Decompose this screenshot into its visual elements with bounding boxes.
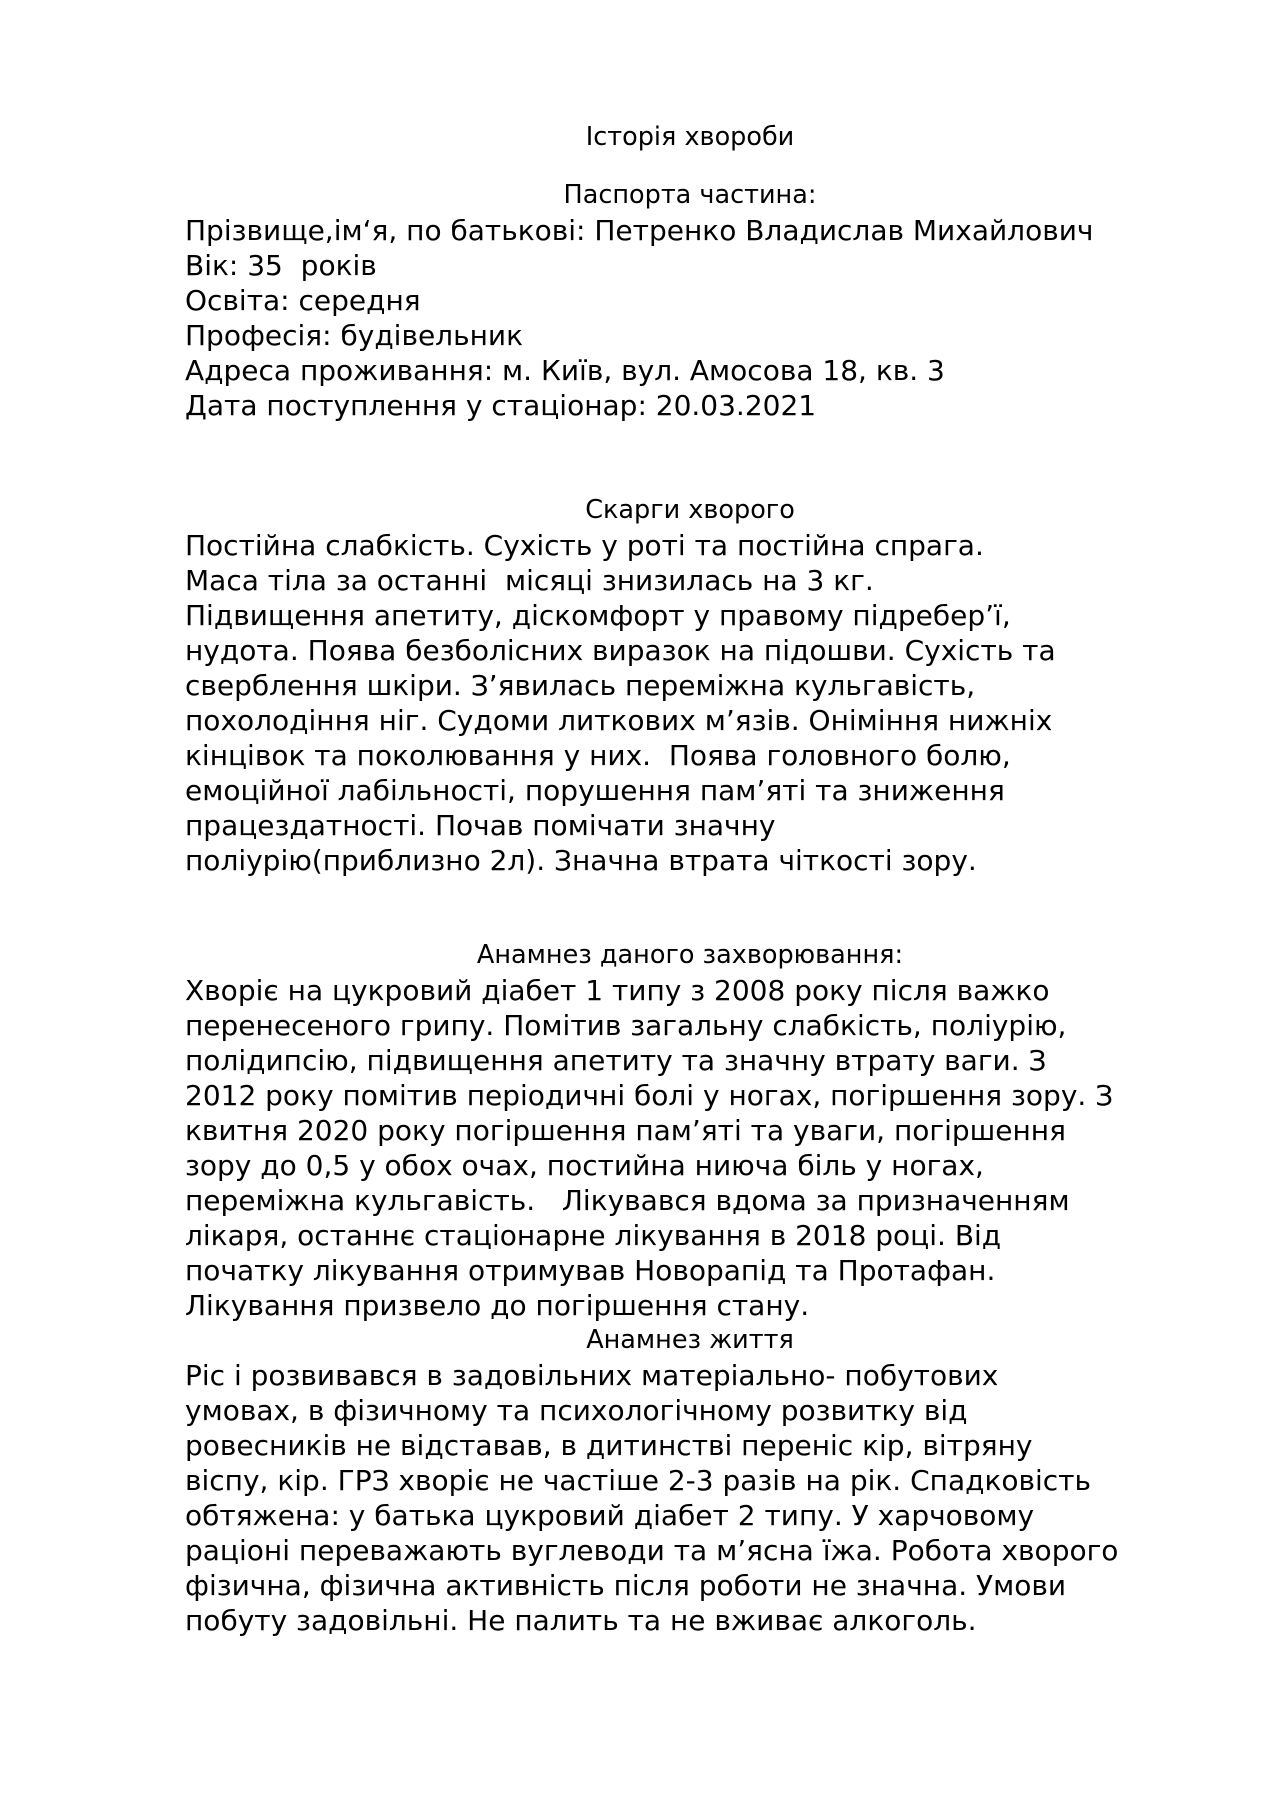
disease-history-line: переміжна кульгавість. Лікувався вдома за призначенням [185,1184,1070,1217]
complaints-line: кінцівок та поколювання у них. Поява головного болю, [185,739,1011,772]
disease-history-line: полідипсію, підвищення апетиту та значну втрату ваги. З [185,1044,1047,1077]
complaints-line: нудота. Поява безболісних виразок на підошви. Сухість та [185,634,1056,667]
complaints-line: сверблення шкіри. З’явилась переміжна кульгавість, [185,669,976,702]
life-history-heading: Анамнез життя [586,1325,794,1355]
spacer [185,155,1195,178]
passport-heading: Паспорта частина: [563,180,817,210]
complaints-heading: Скарги хворого [585,495,795,525]
complaints-line: Постійна слабкість. Сухість у роті та постійна спрага. [185,529,984,562]
disease-history-line: 2012 року помітив періодичні болі у ногах, погіршення зору. З [185,1079,1114,1112]
disease-history-line: початку лікування отримував Новорапід та Протафан. [185,1254,996,1287]
disease-history-line: Лікування призвело до погіршення стану. [185,1289,810,1322]
passport-line-profession: Професія: будівельник [185,319,523,352]
disease-history-heading: Анамнез даного захворювання: [476,940,904,970]
passport-line-admission-date: Дата поступлення у стаціонар: 20.03.2021 [185,389,817,422]
life-history-line: ровесників не відставав, в дитинстві переніс кір, вітряну [185,1429,1033,1462]
disease-history-line: перенесеного грипу. Помітив загальну слабкість, поліурію, [185,1009,1067,1042]
life-history-line: фізична, фізична активність після роботи не значна. Умови [185,1569,1067,1602]
passport-line-name: Прізвище,ім‘я, по батькові: Петренко Владислав Михайлович [185,214,1094,247]
disease-history-section [185,938,1195,1323]
passport-section [185,178,1195,423]
life-history-line: віспу, кір. ГРЗ хворіє не частіше 2-3 разів на рік. Спадковість [185,1464,1091,1497]
life-history-line: умовах, в фізичному та психологічному розвитку від [185,1394,968,1427]
complaints-line: емоційної лабільності, порушення пам’яті та зниження [185,774,1005,807]
complaints-line: поліурію(приблизно 2л). Значна втрата чіткості зору. [185,844,977,877]
passport-line-education: Освіта: середня [185,284,421,317]
complaints-line: Підвищення апетиту, діскомфорт у правому підребер’ї, [185,599,1011,632]
spacer [185,423,1195,493]
passport-line-age: Вік: 35 років [185,249,377,282]
complaints-line: працездатності. Почав помічати значну [185,809,776,842]
life-history-line: побуту задовільні. Не палить та не вживає алкоголь. [185,1604,977,1637]
complaints-line: Маса тіла за останні місяці знизилась на 3 кг. [185,564,874,597]
complaints-line: похолодіння ніг. Судоми литкових м’язів. Оніміння нижніх [185,704,1053,737]
disease-history-line: зору до 0,5 у обох очах, постийна ниюча біль у ногах, [185,1149,984,1182]
passport-line-address: Адреса проживання: м. Київ, вул. Амосова 18, кв. 3 [185,354,945,387]
life-history-line: обтяжена: у батька цукровий діабет 2 типу. У харчовому [185,1499,1035,1532]
disease-history-line: лікаря, останнє стаціонарне лікування в 2018 році. Від [185,1219,1002,1252]
document-title: Історія хвороби [585,122,795,152]
life-history-section [185,1323,1195,1638]
complaints-section [185,493,1195,878]
disease-history-line: Хворіє на цукровий діабет 1 типу з 2008 року після важко [185,974,1050,1007]
disease-history-line: квитня 2020 року погіршення пам’яті та уваги, погіршення [185,1114,1066,1147]
document-page [185,120,1195,1638]
life-history-line: Ріс і розвивався в задовільних матеріально- побутових [185,1359,999,1392]
life-history-line: раціоні переважають вуглеводи та м’ясна їжа. Робота хворого [185,1534,1119,1567]
spacer [185,878,1195,938]
